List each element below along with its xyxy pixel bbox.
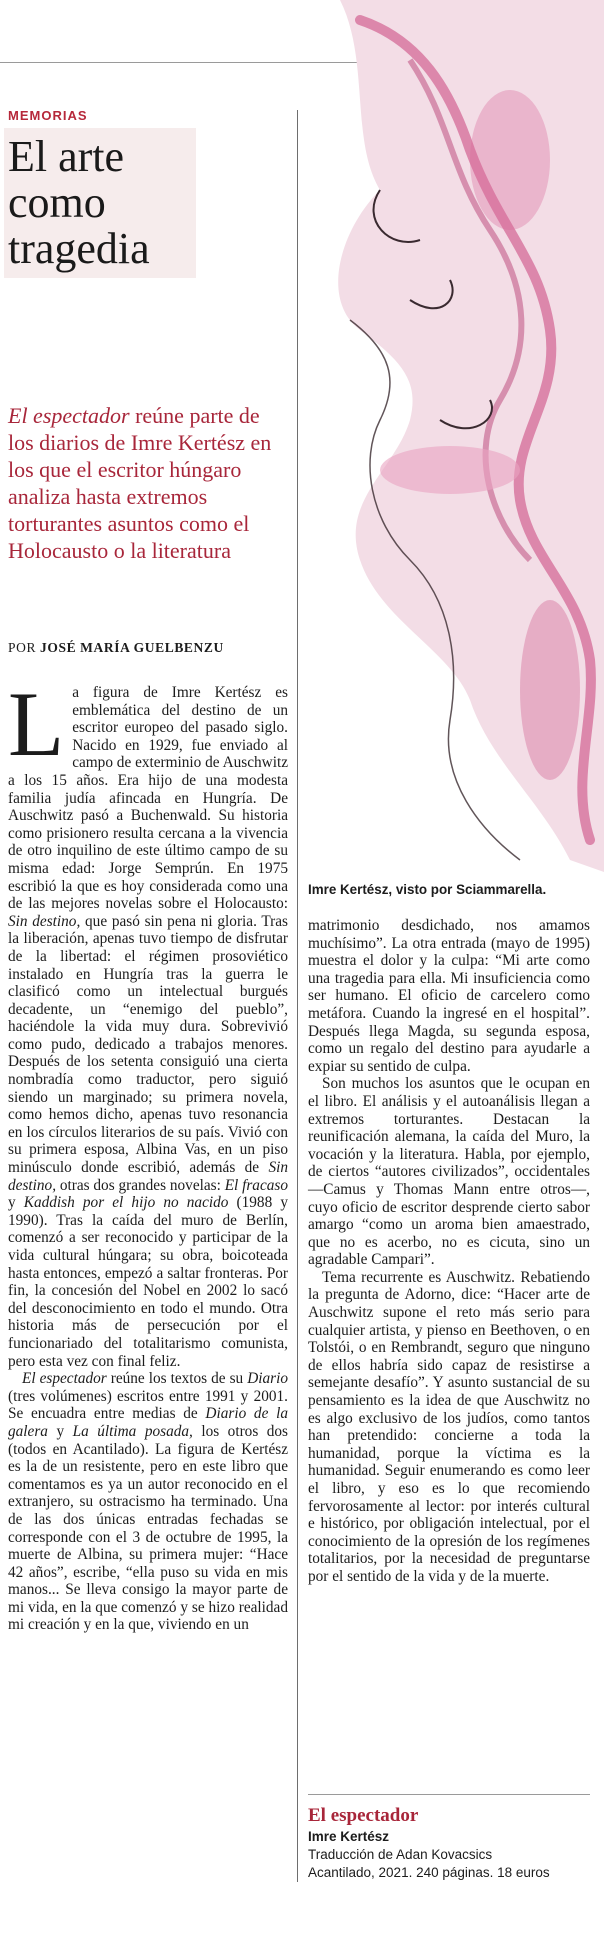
body-column-left	[8, 673, 289, 1634]
book-translator: Traducción de Adan Kovacsics	[308, 1847, 493, 1862]
book-publisher: Acantilado, 2021. 240 páginas. 18 euros	[308, 1865, 550, 1880]
title-line: tragedia	[8, 224, 150, 273]
lede-book-title: El espectador	[8, 403, 130, 428]
lede	[8, 402, 276, 564]
portrait-drawing	[300, 0, 604, 872]
title-line: como	[8, 178, 106, 227]
column-divider	[297, 110, 298, 1882]
paragraph: La figura de Imre Kertész es emblemática del destino de un escritor europeo del pasado siglo. Nacido en 1929, fue enviado al campo de exterminio de Auschwitz a los 15 años. Era hijo de una modesta familia judía afincada en Hungría. De Auschwitz pasó a Buchenwald. Su historia como prisionero resulta cercana a la vivencia de otro inquilino de este último campo de su misma edad: Jorge Semprún. En 1975 escribió la que es hoy considerada como una de las mejores novelas sobre el Holocausto: Sin destino, que pasó sin pena ni gloria. Tras la liberación, apenas tuvo tiempo de disfrutar de la libertad: el régimen prosoviético instalado en Hungría tras la guerra le clasificó como un intelectual burgués decadente, un “enemigo del pueblo”, haciéndole la vida muy dura. Sobrevivió como pudo, dedicado a trabajos menores. Después de los setenta consiguió una cierta nombradía como traductor, pero siguió siendo un marginado; su primera novela, como hemos dicho, apenas tuvo resonancia en los círculos literarios de su país. Vivió con su primera esposa, Albina Vas, en un piso minúsculo donde escribió, además de Sin destino, otras dos grandes novelas: El fracaso y Kaddish por el hijo no nacido (1988 y 1990). Tras la caída del muro de Berlín, comenzó a ser reconocido y participar de la vida cultural húngara; su obra, boicoteada hasta entonces, empezó a saltar fronteras. Por fin, la concesión del Nobel en 2002 lo sacó del desconocimiento en todo el mundo. Otra historia más de persecución por el funcionariado del totalitarismo comunista, pero esta vez con final feliz.	[8, 673, 288, 1370]
drop-cap: L	[8, 673, 65, 775]
book-author: Imre Kertész	[308, 1829, 390, 1844]
byline-prefix: POR	[8, 640, 41, 655]
section-label: MEMORIAS	[8, 108, 88, 123]
paragraph: Son muchos los asuntos que le ocupan en el libro. El análisis y el autoanálisis llegan a extremos torturantes. Destacan la reunificación alemana, la caída del Muro, la vocación y la literatura. Habla, por ejemplo, de ciertos “autores civilizados”, occidentales —Camus y Thomas Mann entre otros—, cuyo oficio de escritor desprende cierto sabor amargo “como un aroma bien amaestrado, que no es acerbo, no es cicuta, sino un agradable Campari”.	[308, 1075, 590, 1269]
book-title: El espectador	[308, 1805, 419, 1826]
pink-wash	[470, 90, 550, 230]
paragraph: matrimonio desdichado, nos amamos muchísimo”. La otra entrada (mayo de 1995) muestra el dolor y la culpa: “Mi arte como una tragedia para ella. Mi insuficiencia como ser humano. El oficio de carcelero como metáfora. Cuando la ingresé en el hospital”. Después llega Magda, su segunda esposa, como un regalo del destino para ayudarle a expiar su sentido de culpa.	[308, 917, 590, 1075]
paragraph: El espectador reúne los textos de su Diario (tres volúmenes) escritos entre 1991 y 2001. Se encuadra entre medias de Diario de la galera y La última posada, los otros dos (todos en Acantilado). La figura de Kertész es la de un resistente, pero en este libro que comentamos es ya un autor reconocido en el extranjero, su ostracismo ha terminado. Una de las dos únicas entradas fechadas se corresponde con el 3 de octubre de 1995, la muerte de Albina, su primera mujer: “Hace 42 años”, escribe, “ella puso su vida en mis manos... Se lleva consigo la mayor parte de mi vida, en la que comenzó y se hizo realidad mi creación y en la que, viviendo en un	[8, 1370, 289, 1634]
body-column-right	[308, 917, 590, 1586]
byline-author: JOSÉ MARÍA GUELBENZU	[40, 640, 224, 655]
pink-wash	[520, 600, 580, 780]
pink-wash	[380, 446, 520, 494]
title-line: El arte	[8, 132, 125, 181]
lede-text: reúne parte de los diarios de Imre Kertész en los que el escritor húngaro analiza hasta extremos torturantes asuntos como el Holocausto o la literatura	[8, 403, 272, 563]
article-title	[8, 134, 208, 272]
book-info-box	[308, 1804, 598, 1882]
portrait-illustration	[300, 0, 604, 872]
book-box-rule	[308, 1794, 590, 1795]
illustration-caption: Imre Kertész, visto por Sciammarella.	[308, 882, 547, 897]
byline	[8, 640, 224, 656]
paragraph: Tema recurrente es Auschwitz. Rebatiendo la pregunta de Adorno, dice: “Hacer arte de Auschwitz supone el reto más serio para cualquier artista, y pienso en Beethoven, o en Tolstói, o en Rembrandt, seguro que ninguno de ellos habría sido capaz de resistirse a semejante desafío”. Y asunto sustancial de su pensamiento es la idea de que Auschwitz no es algo exclusivo de los judíos, como tantos han pretendido: concierne a toda la humanidad, porque la víctima es la humanidad. Seguir enumerando es como leer el libro, y eso es lo que recomiendo fervorosamente al lector: por interés cultural e histórico, por obligación intelectual, por el conocimiento de la opresión de los regímenes totalitarios, por la necesidad de preguntarse por el sentido de la vida y de la muerte.	[308, 1268, 590, 1585]
